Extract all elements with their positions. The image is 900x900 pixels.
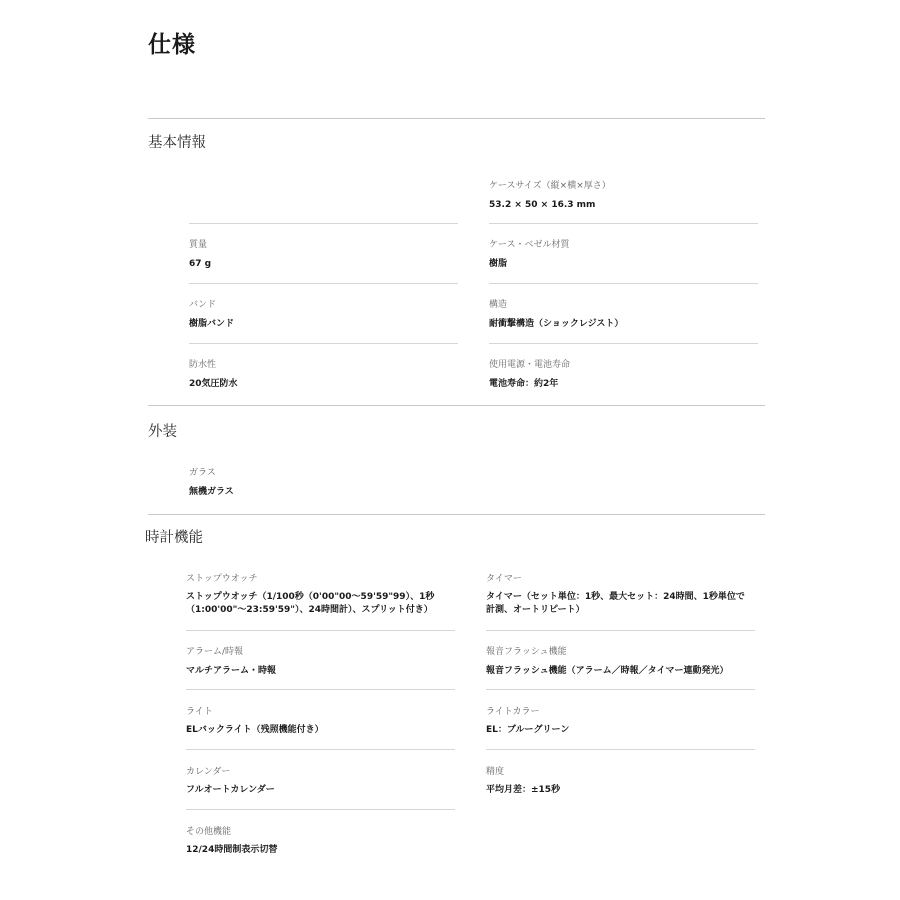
spec-value-case-bezel: 樹脂 xyxy=(489,259,508,269)
divider xyxy=(148,118,765,119)
divider xyxy=(489,223,758,224)
spec-value-calendar: フルオートカレンダー xyxy=(186,785,275,795)
spec-value-water: 20気圧防水 xyxy=(189,379,238,389)
spec-value-glass: 無機ガラス xyxy=(189,487,234,497)
spec-value-structure: 耐衝撃構造（ショックレジスト） xyxy=(489,319,624,329)
spec-value-power: 電池寿命：約2年 xyxy=(489,379,559,389)
spec-label-timer: タイマー xyxy=(486,574,522,584)
spec-label-glass: ガラス xyxy=(189,468,216,478)
divider xyxy=(486,749,755,750)
spec-value-other: 12/24時間制表示切替 xyxy=(186,845,278,855)
spec-label-case-bezel: ケース・ベゼル材質 xyxy=(489,240,570,250)
spec-label-band: バンド xyxy=(189,300,217,310)
spec-value-alarm: マルチアラーム・時報 xyxy=(186,666,277,676)
spec-label-flash: 報音フラッシュ機能 xyxy=(486,647,567,657)
spec-label-mass: 質量 xyxy=(189,240,208,250)
section-title-functions: 時計機能 xyxy=(145,530,203,546)
spec-value-mass: 67 g xyxy=(189,259,212,269)
spec-value-accuracy: 平均月差：±15秒 xyxy=(486,785,561,795)
spec-value-case-size: 53.2 × 50 × 16.3 mm xyxy=(489,200,596,210)
divider xyxy=(148,514,765,515)
spec-value-light: ELバックライト（残照機能付き） xyxy=(186,725,324,735)
spec-value-stopwatch-line1: ストップウオッチ（1/100秒（0'00"00～59'59"99）、1秒 xyxy=(186,592,435,602)
divider xyxy=(186,749,455,750)
spec-label-stopwatch: ストップウオッチ xyxy=(186,574,258,584)
divider xyxy=(486,689,755,690)
spec-label-calendar: カレンダー xyxy=(186,767,231,777)
divider xyxy=(189,343,458,344)
spec-value-flash: 報音フラッシュ機能（アラーム／時報／タイマー連動発光） xyxy=(486,666,729,676)
spec-label-other: その他機能 xyxy=(186,827,232,837)
divider xyxy=(489,343,758,344)
spec-label-water: 防水性 xyxy=(189,360,217,370)
spec-label-alarm: アラーム/時報 xyxy=(186,647,244,657)
spec-value-stopwatch-line2: （1:00'00"～23:59'59"）、24時間計）、スプリット付き） xyxy=(186,605,433,615)
divider xyxy=(189,283,458,284)
divider xyxy=(186,689,455,690)
divider xyxy=(486,630,755,631)
page-title: 仕様 xyxy=(148,32,196,58)
section-title-exterior: 外装 xyxy=(148,424,177,440)
spec-value-timer-line2: 計測、オートリピート） xyxy=(486,605,585,615)
spec-label-structure: 構造 xyxy=(489,300,508,310)
spec-label-light-color: ライトカラー xyxy=(486,707,540,717)
spec-label-case-size: ケースサイズ（縦×横×厚さ） xyxy=(489,181,611,191)
divider xyxy=(189,223,458,224)
divider xyxy=(148,405,765,406)
divider xyxy=(489,283,758,284)
spec-label-light: ライト xyxy=(186,707,213,717)
spec-label-power: 使用電源・電池寿命 xyxy=(489,360,571,370)
spec-label-accuracy: 精度 xyxy=(486,767,505,777)
spec-value-band: 樹脂バンド xyxy=(189,319,235,329)
spec-value-light-color: EL：ブルーグリーン xyxy=(486,725,570,735)
divider xyxy=(186,630,455,631)
spec-value-timer-line1: タイマー（セット単位：1秒、最大セット：24時間、1秒単位で xyxy=(486,592,745,602)
divider xyxy=(186,809,455,810)
section-title-basic: 基本情報 xyxy=(148,135,206,151)
